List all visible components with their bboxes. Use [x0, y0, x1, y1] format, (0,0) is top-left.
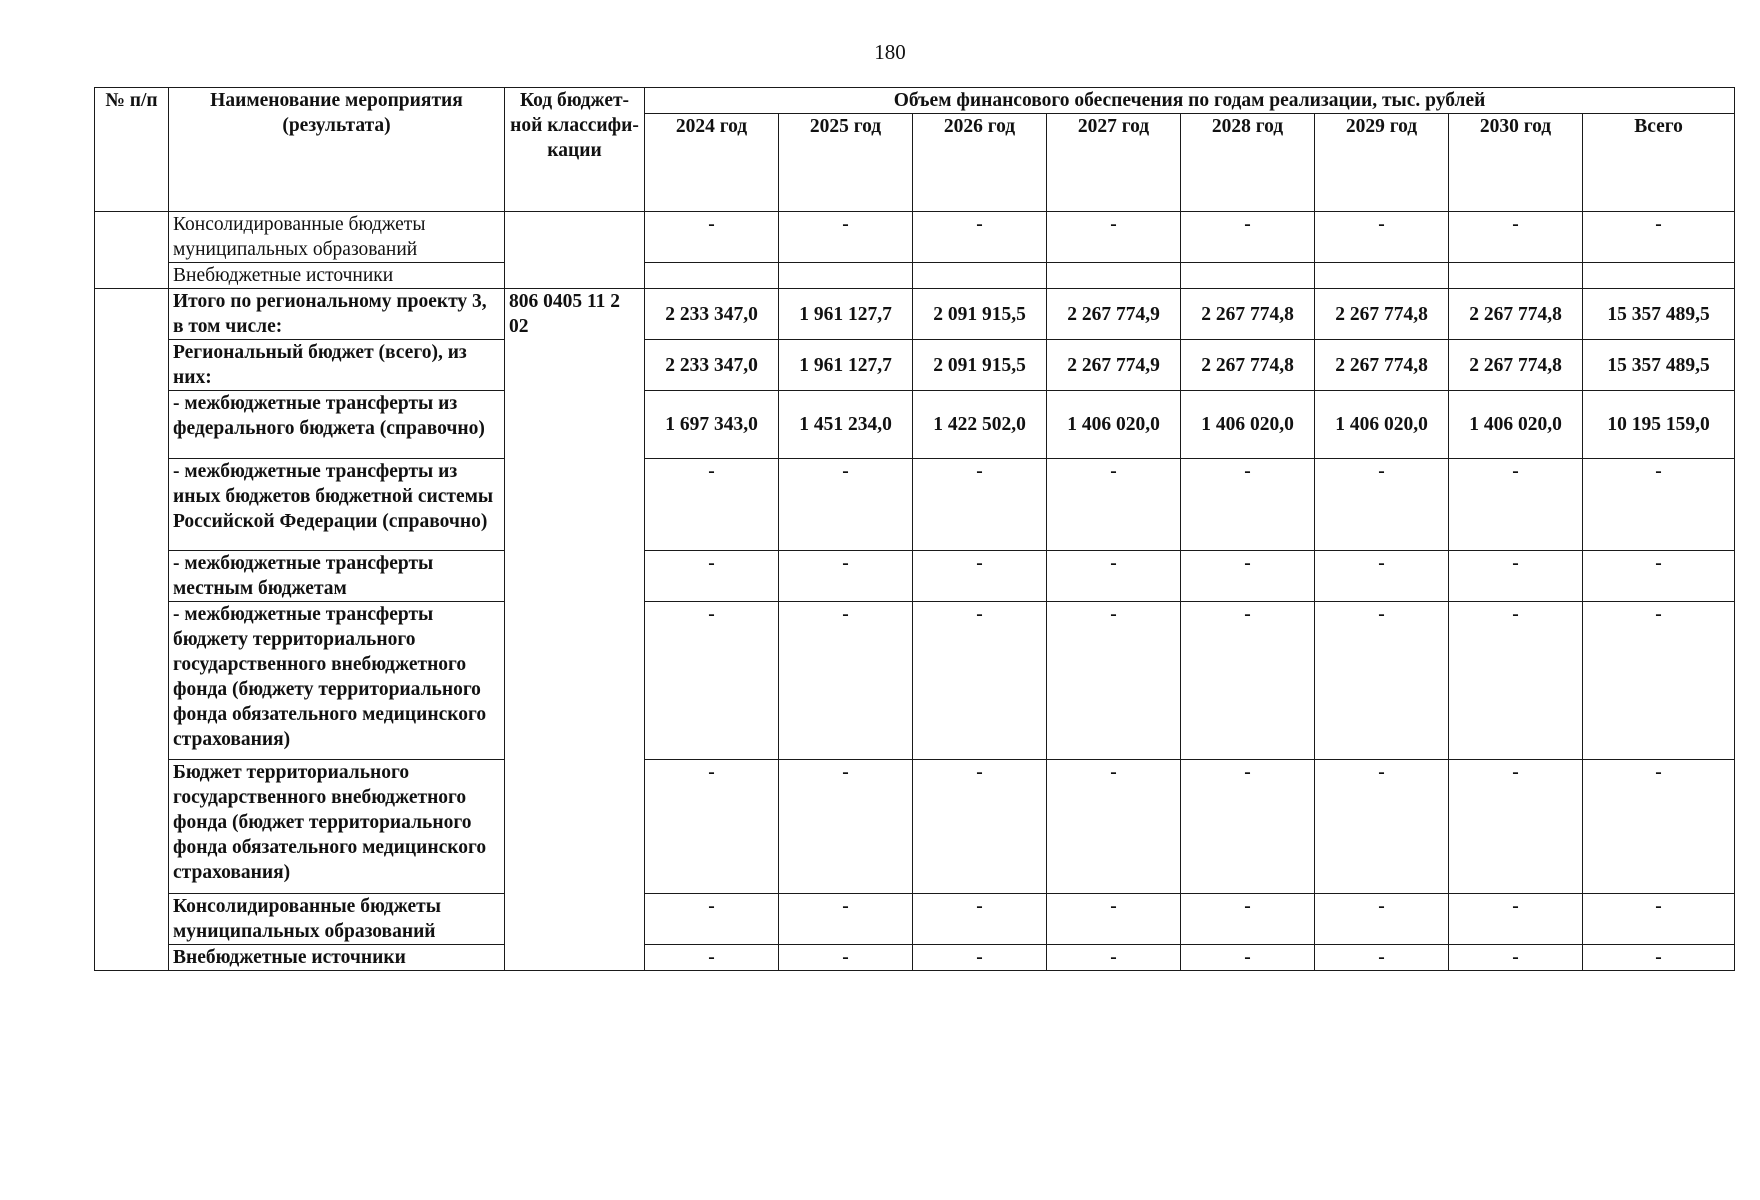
dash-cell: -: [1449, 602, 1583, 760]
dash-cell: -: [1315, 212, 1449, 263]
header-year: 2025 год: [779, 114, 913, 212]
header-year: 2024 год: [645, 114, 779, 212]
value-cell: 2 233 347,0: [645, 289, 779, 340]
dash-cell: -: [1047, 459, 1181, 551]
dash-cell: -: [779, 945, 913, 971]
value-cell: 2 233 347,0: [645, 340, 779, 391]
dash-cell: -: [1449, 551, 1583, 602]
value-cell: 2 267 774,8: [1449, 289, 1583, 340]
table-row: [95, 894, 1735, 945]
dash-cell: [1583, 263, 1735, 289]
dash-cell: -: [1583, 945, 1735, 971]
dash-cell: -: [779, 760, 913, 894]
table-body: [95, 212, 1735, 971]
budget-code: 806 0405 11 2 02: [505, 289, 645, 971]
dash-cell: -: [645, 212, 779, 263]
value-cell: 1 697 343,0: [645, 391, 779, 459]
value-cell: 1 961 127,7: [779, 340, 913, 391]
value-cell: 1 422 502,0: [913, 391, 1047, 459]
dash-cell: -: [1583, 551, 1735, 602]
value-cell: 15 357 489,5: [1583, 289, 1735, 340]
dash-cell: -: [645, 894, 779, 945]
header-total: Всего: [1583, 114, 1735, 212]
value-cell: 2 091 915,5: [913, 340, 1047, 391]
dash-cell: -: [1315, 459, 1449, 551]
table-row: [95, 263, 1735, 289]
dash-cell: -: [779, 894, 913, 945]
dash-cell: -: [913, 212, 1047, 263]
dash-cell: -: [1181, 945, 1315, 971]
row-name: - межбюджетные трансферты из иных бюджетов бюджетной системы Российской Федерации (справочно): [169, 459, 505, 551]
header-code: Код бюджет-ной классифи-кации: [505, 88, 645, 212]
value-cell: 2 267 774,8: [1449, 340, 1583, 391]
financing-table: [94, 87, 1735, 971]
dash-cell: -: [1315, 894, 1449, 945]
header-volume: Объем финансового обеспечения по годам реализации, тыс. рублей: [645, 88, 1735, 114]
header-number: № п/п: [95, 88, 169, 212]
row-name: - межбюджетные трансферты бюджету территориального государственного внебюджетного фонда (бюджету территориального фонда обязательного медицинского страхования): [169, 602, 505, 760]
row-name: Консолидированные бюджеты муниципальных образований: [169, 212, 505, 263]
code-cell: [505, 212, 645, 289]
row-number-cell: [95, 212, 169, 289]
table-row: [95, 289, 1735, 340]
row-number-cell: [95, 289, 169, 971]
value-cell: 2 267 774,9: [1047, 340, 1181, 391]
table-row: [95, 340, 1735, 391]
value-cell: 1 406 020,0: [1315, 391, 1449, 459]
row-name: - межбюджетные трансферты местным бюджетам: [169, 551, 505, 602]
table-row: [95, 602, 1735, 760]
dash-cell: -: [913, 945, 1047, 971]
value-cell: 1 406 020,0: [1181, 391, 1315, 459]
header-year: 2027 год: [1047, 114, 1181, 212]
dash-cell: [1181, 263, 1315, 289]
dash-cell: -: [779, 212, 913, 263]
value-cell: 2 267 774,8: [1181, 289, 1315, 340]
dash-cell: -: [645, 945, 779, 971]
value-cell: 15 357 489,5: [1583, 340, 1735, 391]
header-year: 2026 год: [913, 114, 1047, 212]
dash-cell: -: [1583, 459, 1735, 551]
value-cell: 1 451 234,0: [779, 391, 913, 459]
dash-cell: -: [1181, 602, 1315, 760]
header-year: 2028 год: [1181, 114, 1315, 212]
dash-cell: -: [1047, 945, 1181, 971]
dash-cell: -: [779, 602, 913, 760]
row-name: Внебюджетные источники: [169, 945, 505, 971]
dash-cell: -: [1047, 760, 1181, 894]
dash-cell: -: [1047, 602, 1181, 760]
dash-cell: -: [1449, 894, 1583, 945]
dash-cell: [779, 263, 913, 289]
header-year: 2030 год: [1449, 114, 1583, 212]
dash-cell: -: [1583, 894, 1735, 945]
header-year: 2029 год: [1315, 114, 1449, 212]
dash-cell: -: [913, 459, 1047, 551]
dash-cell: -: [1315, 945, 1449, 971]
dash-cell: -: [779, 459, 913, 551]
dash-cell: [1315, 263, 1449, 289]
table-header: [95, 88, 1735, 212]
table-row: [95, 551, 1735, 602]
value-cell: 2 091 915,5: [913, 289, 1047, 340]
dash-cell: [645, 263, 779, 289]
value-cell: 2 267 774,9: [1047, 289, 1181, 340]
dash-cell: -: [1315, 602, 1449, 760]
dash-cell: -: [913, 894, 1047, 945]
row-name: Внебюджетные источники: [169, 263, 505, 289]
dash-cell: -: [1449, 459, 1583, 551]
dash-cell: -: [1449, 212, 1583, 263]
dash-cell: -: [1047, 551, 1181, 602]
row-name: Региональный бюджет (всего), из них:: [169, 340, 505, 391]
table-row: [95, 212, 1735, 263]
dash-cell: -: [645, 459, 779, 551]
table-row: [95, 945, 1735, 971]
table-row: [95, 459, 1735, 551]
dash-cell: -: [1181, 551, 1315, 602]
row-name: Консолидированные бюджеты муниципальных образований: [169, 894, 505, 945]
dash-cell: -: [1315, 760, 1449, 894]
dash-cell: -: [1181, 894, 1315, 945]
dash-cell: -: [1181, 459, 1315, 551]
value-cell: 1 406 020,0: [1449, 391, 1583, 459]
dash-cell: -: [913, 760, 1047, 894]
dash-cell: -: [1181, 212, 1315, 263]
page-number: 180: [874, 40, 906, 64]
table-row: [95, 391, 1735, 459]
dash-cell: -: [1315, 551, 1449, 602]
table-row: [95, 760, 1735, 894]
dash-cell: -: [645, 602, 779, 760]
value-cell: 2 267 774,8: [1181, 340, 1315, 391]
row-name: Итого по региональному проекту 3, в том числе:: [169, 289, 505, 340]
dash-cell: -: [1181, 760, 1315, 894]
dash-cell: -: [645, 760, 779, 894]
value-cell: 10 195 159,0: [1583, 391, 1735, 459]
dash-cell: -: [913, 551, 1047, 602]
dash-cell: -: [1449, 760, 1583, 894]
value-cell: 2 267 774,8: [1315, 289, 1449, 340]
dash-cell: -: [779, 551, 913, 602]
dash-cell: -: [1047, 212, 1181, 263]
dash-cell: -: [1583, 760, 1735, 894]
row-name: Бюджет территориального государственного внебюджетного фонда (бюджет территориального фонда обязательного медицинского страхования): [169, 760, 505, 894]
dash-cell: [913, 263, 1047, 289]
dash-cell: [1047, 263, 1181, 289]
dash-cell: -: [913, 602, 1047, 760]
value-cell: 1 406 020,0: [1047, 391, 1181, 459]
dash-cell: -: [1583, 602, 1735, 760]
header-name: Наименование мероприятия (результата): [169, 88, 505, 212]
dash-cell: -: [1583, 212, 1735, 263]
dash-cell: [1449, 263, 1583, 289]
dash-cell: -: [1449, 945, 1583, 971]
dash-cell: -: [1047, 894, 1181, 945]
dash-cell: -: [645, 551, 779, 602]
value-cell: 2 267 774,8: [1315, 340, 1449, 391]
row-name: - межбюджетные трансферты из федерального бюджета (справочно): [169, 391, 505, 459]
value-cell: 1 961 127,7: [779, 289, 913, 340]
